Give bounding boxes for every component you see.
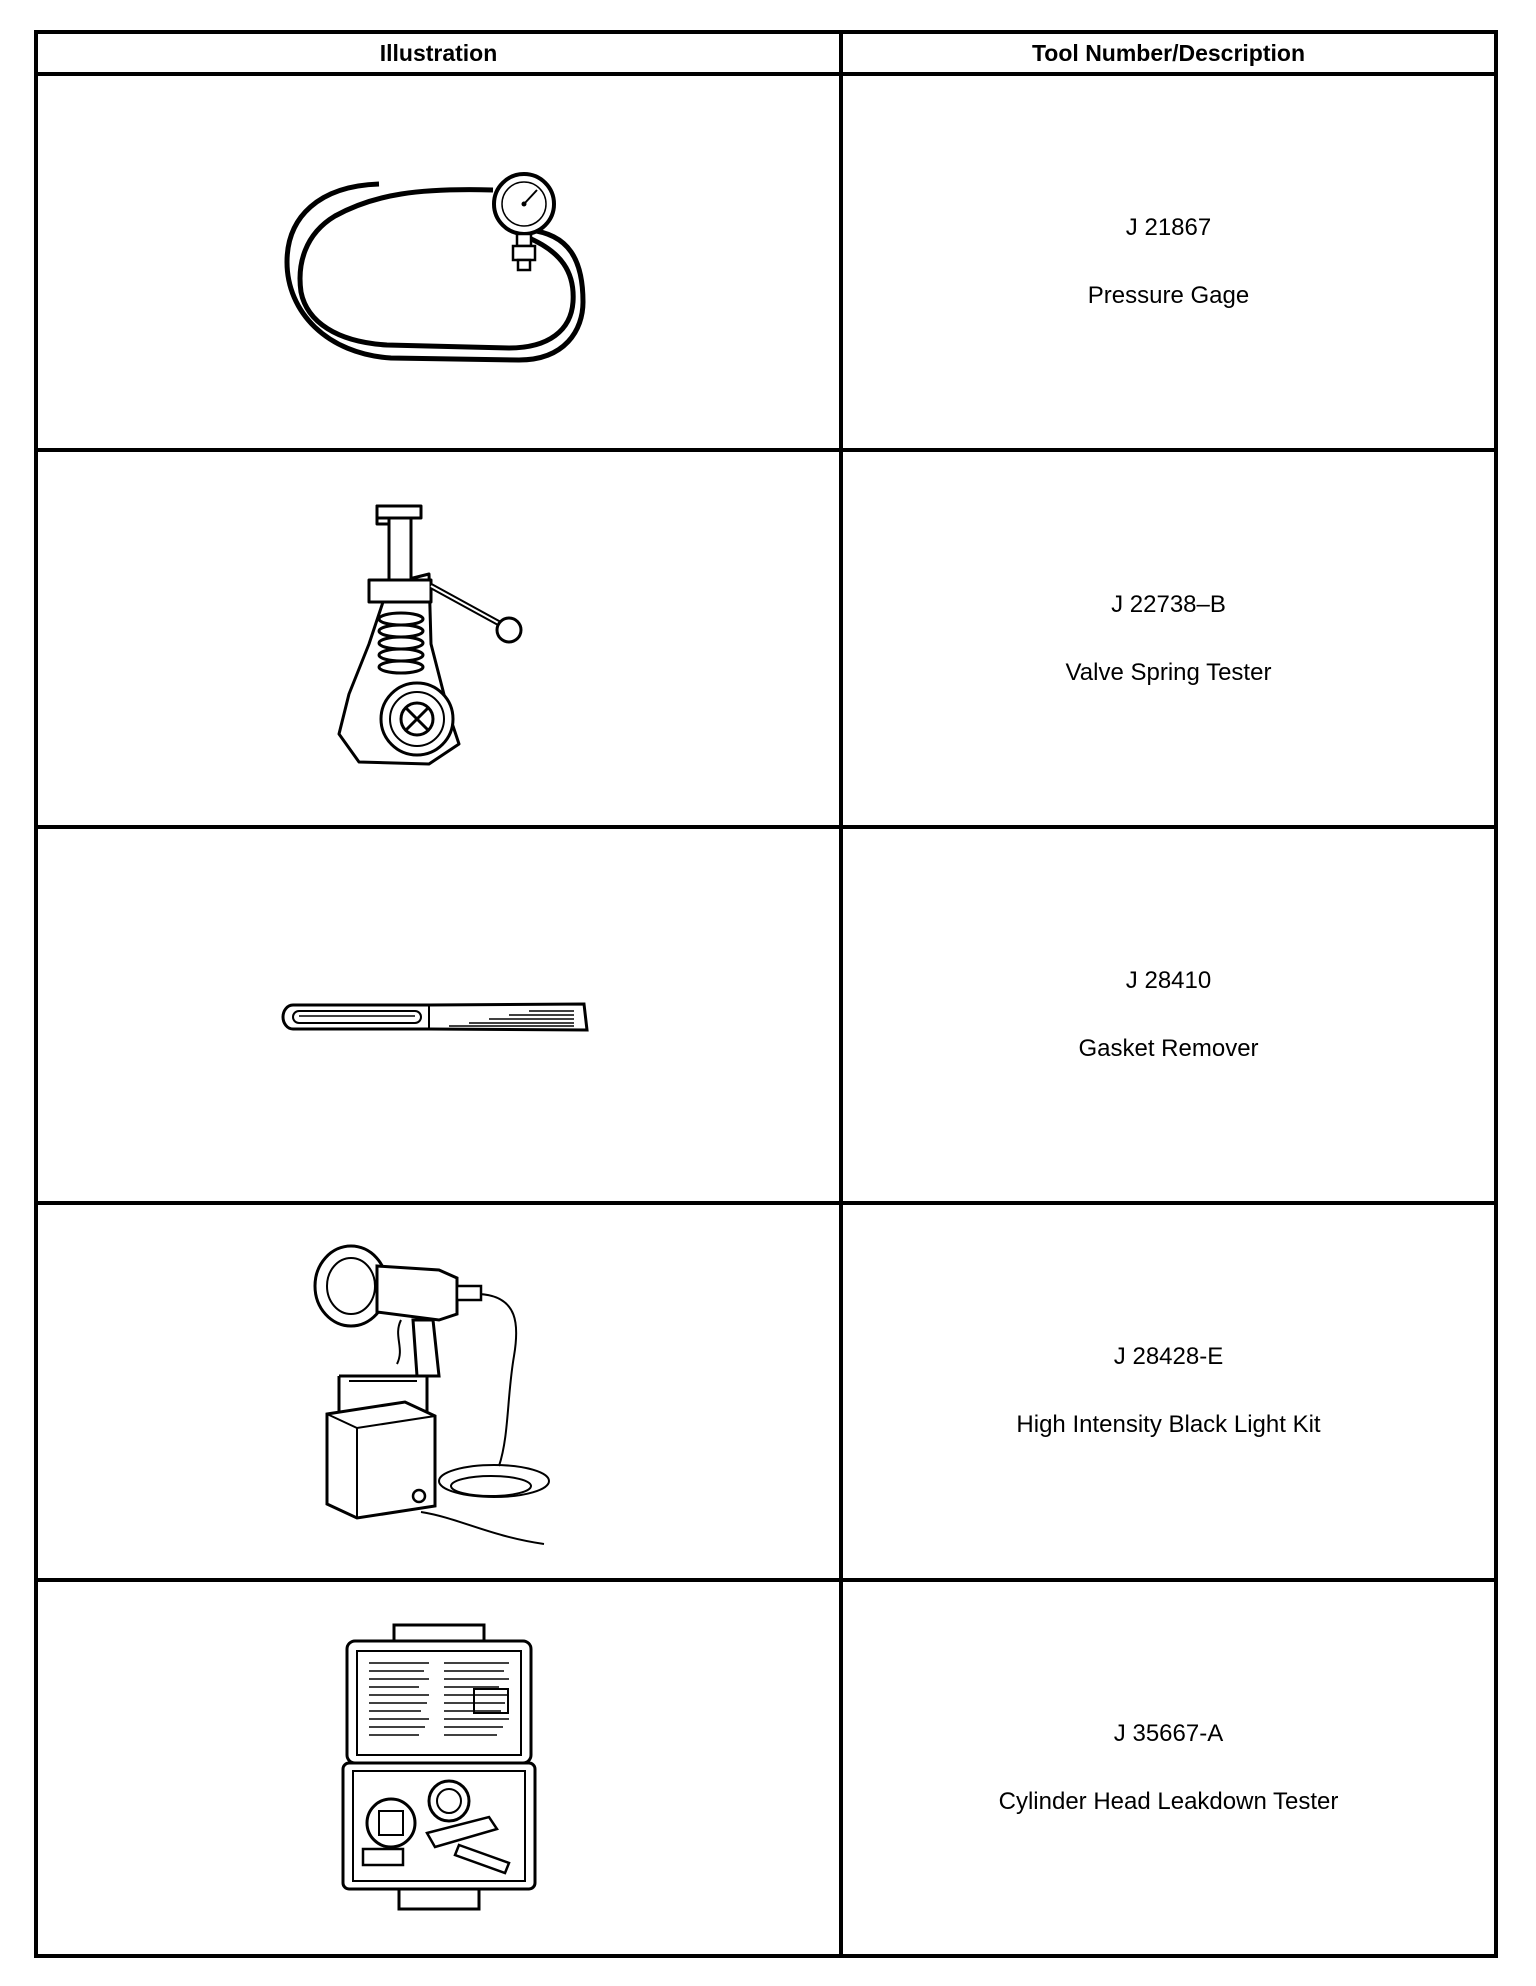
- table-header-row: [36, 32, 1496, 74]
- tool-description-cell: [841, 827, 1496, 1203]
- illustration-cell: [36, 450, 841, 826]
- tool-description: Cylinder Head Leakdown Tester: [998, 1787, 1339, 1815]
- special-tools-table: [34, 30, 1498, 1958]
- tool-description-cell: [841, 1580, 1496, 1956]
- black-light-kit-icon: [309, 1236, 569, 1546]
- tool-description: High Intensity Black Light Kit: [1016, 1411, 1321, 1439]
- tool-description-cell: [841, 1203, 1496, 1579]
- tool-description-cell: [841, 74, 1496, 450]
- illustration-cell: [36, 1580, 841, 1956]
- table-row: [36, 74, 1496, 450]
- tool-number: J 21867: [1125, 214, 1212, 242]
- tool-number: J 28428-E: [1113, 1343, 1224, 1371]
- tool-description: Pressure Gage: [1087, 282, 1250, 310]
- header-illustration: Illustration: [36, 32, 841, 74]
- tool-description: Valve Spring Tester: [1065, 658, 1272, 686]
- header-tool-number-description: Tool Number/Description: [841, 32, 1496, 74]
- illustration-cell: [36, 1203, 841, 1579]
- gasket-remover-icon: [279, 985, 599, 1045]
- illustration-cell: [36, 74, 841, 450]
- tool-number: J 28410: [1125, 966, 1212, 994]
- pressure-gage-icon: [279, 142, 599, 382]
- table-row: [36, 827, 1496, 1203]
- tool-description-cell: [841, 450, 1496, 826]
- illustration-cell: [36, 827, 841, 1203]
- table-row: [36, 450, 1496, 826]
- tool-description: Gasket Remover: [1078, 1034, 1259, 1062]
- leakdown-tester-icon: [339, 1623, 539, 1913]
- table-row: [36, 1203, 1496, 1579]
- table-row: [36, 1580, 1496, 1956]
- tool-number: J 22738–B: [1111, 590, 1226, 618]
- valve-spring-tester-icon: [319, 494, 559, 784]
- tool-number: J 35667-A: [1113, 1719, 1224, 1747]
